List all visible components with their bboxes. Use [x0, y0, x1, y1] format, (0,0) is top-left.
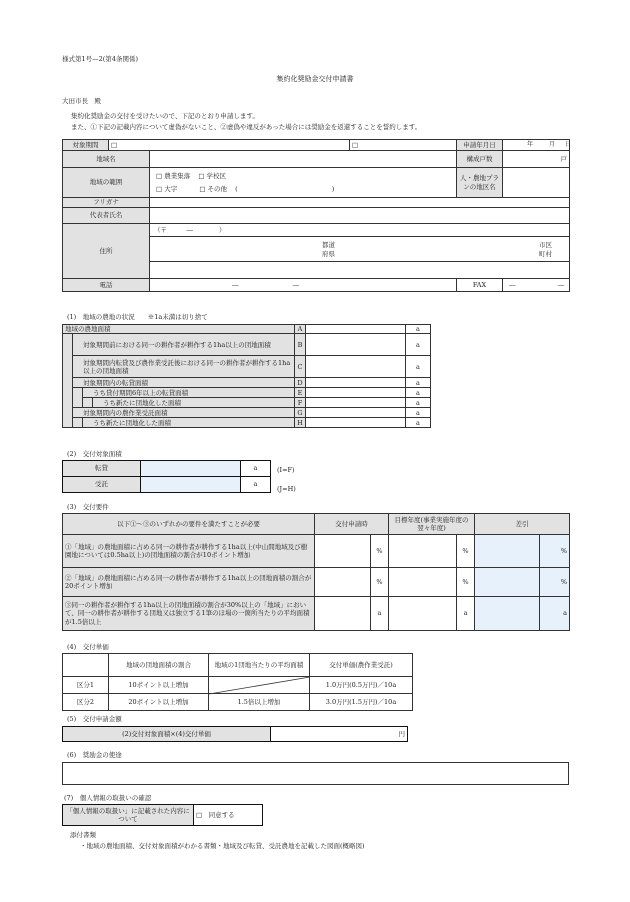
- scope-paren-close: ): [331, 184, 335, 193]
- prefecture-label-1: 都道: [322, 241, 335, 249]
- row-G-code: G: [295, 408, 306, 418]
- section-1-heading: (1) 地域の農地の状況 ※1a未満は切り捨て: [67, 313, 208, 321]
- furigana-field[interactable]: [150, 198, 570, 208]
- row-B-field[interactable]: [306, 334, 406, 356]
- section-3-heading: (3) 交付要件: [67, 503, 109, 511]
- privacy-agree-field[interactable]: [194, 805, 263, 826]
- req-2-target-unit: %: [457, 568, 475, 597]
- amount-field[interactable]: [271, 727, 408, 742]
- scope-option-shuraku: 農業集落: [164, 172, 191, 181]
- scope-checkbox-other[interactable]: □: [199, 184, 206, 193]
- amount-unit: 円: [398, 729, 405, 738]
- jutaku-unit: a: [241, 477, 271, 493]
- req-2-application-unit: %: [371, 568, 389, 597]
- usage-field[interactable]: [62, 762, 569, 785]
- plan-label: 人・農地プランの地区名: [457, 168, 503, 198]
- price-row-2-ratio: 20ポイント以上増加: [109, 694, 209, 711]
- scope-checkbox-ooaza[interactable]: □: [156, 184, 163, 193]
- row-G-label: 対象期間内の農作業受託面積: [73, 408, 295, 418]
- phone-dash-2: ―: [292, 280, 300, 289]
- city-label-1: 市区: [539, 241, 552, 249]
- tentai-label: 転貸: [63, 461, 141, 477]
- indent-cell-3: [83, 398, 93, 408]
- row-C-code: C: [295, 356, 306, 378]
- row-H-field[interactable]: [306, 418, 406, 428]
- households-field[interactable]: [503, 151, 570, 168]
- price-row-1-ratio: 10ポイント以上増加: [109, 677, 209, 694]
- req-3-application-unit: a: [371, 597, 389, 631]
- req-3-diff-unit: a: [540, 597, 570, 631]
- scope-paren-open: (: [235, 184, 238, 193]
- period-to-checkbox[interactable]: □: [352, 140, 359, 149]
- req-2-diff-unit: %: [540, 568, 570, 597]
- period-label: 対象期間: [63, 140, 109, 151]
- households-label: 構成戸数: [457, 151, 503, 168]
- fax-dash-2: ―: [557, 280, 565, 289]
- row-F-field[interactable]: [306, 398, 406, 408]
- amount-table: [62, 726, 408, 742]
- jutaku-field[interactable]: [141, 477, 241, 493]
- row-D-field[interactable]: [306, 378, 406, 388]
- row-A-code: A: [295, 325, 306, 334]
- req-2-diff-field[interactable]: [475, 568, 540, 597]
- req-header-target-year: 目標年度(事業実施年度の翌々年度): [389, 514, 475, 535]
- row-F-code: F: [295, 398, 306, 408]
- row-G-field[interactable]: [306, 408, 406, 418]
- amount-label: (2)交付対象面積×(4)交付単価: [63, 727, 271, 742]
- representative-label: 代表者氏名: [63, 208, 150, 224]
- row-H-unit: a: [406, 418, 431, 428]
- section-7-heading: (7) 個人情報の取扱いの確認: [64, 794, 152, 802]
- section-4-heading: (4) 交付単価: [67, 643, 109, 651]
- postal-code: （〒 ― ）: [154, 226, 226, 234]
- req-1-diff-field[interactable]: [475, 535, 540, 568]
- privacy-table: [62, 804, 263, 826]
- year-label: 年: [527, 141, 534, 149]
- date-label: 申請年月日: [457, 140, 503, 151]
- price-corner: [63, 654, 109, 677]
- row-C-label: 対象期間内転貸及び農作業受託後における同一の耕作者が耕作する1ha以上の団地面積: [73, 356, 295, 378]
- tentai-field[interactable]: [141, 461, 241, 477]
- furigana-label: フリガナ: [63, 198, 150, 208]
- plan-field[interactable]: [503, 168, 570, 198]
- row-H-code: H: [295, 418, 306, 428]
- price-row-2-average: 1.5倍以上増加: [209, 694, 310, 711]
- row-D-code: D: [295, 378, 306, 388]
- requirements-table: [62, 513, 570, 631]
- attachments-item: ・地域の農地面積、交付対象面積がわかる書類・地域及び転貸、受託農地を記載した図面(概略図): [80, 842, 365, 850]
- scope-option-ooaza: 大字: [164, 184, 178, 193]
- scope-checkbox-gakkouku[interactable]: □: [198, 172, 205, 181]
- phone-dash-1: ―: [232, 280, 239, 289]
- tentai-note: (I=F): [277, 466, 295, 474]
- row-E-unit: a: [406, 388, 431, 398]
- address-field[interactable]: [150, 224, 570, 279]
- req-1-application-field[interactable]: [315, 535, 371, 568]
- row-G-unit: a: [406, 408, 431, 418]
- diagonal-slash: [209, 677, 310, 694]
- req-3-target-field[interactable]: [389, 597, 457, 631]
- month-label: 月: [548, 141, 555, 149]
- farmland-table: [62, 324, 431, 428]
- req-3-application-field[interactable]: [315, 597, 371, 631]
- req-1-target-field[interactable]: [389, 535, 457, 568]
- households-unit: 戸: [560, 154, 567, 163]
- row-D-unit: a: [406, 378, 431, 388]
- city-label-2: 町村: [539, 250, 552, 258]
- tentai-unit: a: [241, 461, 271, 477]
- privacy-agree-checkbox[interactable]: □ 同意する: [196, 810, 235, 819]
- req-header-condition: 以下①～③のいずれかの要件を満たすことが必要: [63, 514, 315, 535]
- req-1-text: ①「地域」の農地面積に占める同一の耕作者が耕作する1ha以上(中山間地域及び樹園地については0.5ha以上)の団地面積の割合が10ポイント増加: [63, 535, 315, 568]
- jutaku-label: 受託: [63, 477, 141, 493]
- section-5-heading: (5) 交付申請金額: [67, 715, 122, 723]
- row-H-label: うち新たに団地化した面積: [83, 418, 295, 428]
- req-header-difference: 差引: [475, 514, 570, 535]
- scope-option-gakkouku: 学校区: [206, 172, 227, 181]
- prefecture-label-2: 府県: [322, 250, 335, 258]
- addressee: 大田市長 殿: [62, 97, 101, 105]
- req-1-target-unit: %: [457, 535, 475, 568]
- price-row-2-price: 3.0万円(1.5万円)／10a: [310, 694, 413, 711]
- row-B-unit: a: [406, 334, 431, 356]
- area-name-field[interactable]: [150, 151, 457, 168]
- unit-price-table: [62, 653, 413, 711]
- price-header-average: 地域の1団地当たりの平均面積: [209, 654, 310, 677]
- applicant-table: [62, 139, 570, 292]
- req-2-text: ②「地域」の農地面積に占める同一の耕作者が耕作する1ha以上の団地面積の割合が20ポイント増加: [63, 568, 315, 597]
- page-title: 集約化奨励金交付申請書: [276, 75, 354, 83]
- req-2-application-field[interactable]: [315, 568, 371, 597]
- scope-label: 地域の範囲: [63, 168, 150, 198]
- row-D-label: 対象期間内の転貸面積: [73, 378, 295, 388]
- phone-label: 電話: [63, 279, 150, 292]
- req-3-diff-field[interactable]: [475, 597, 540, 631]
- date-field[interactable]: [503, 140, 570, 151]
- form-number: 様式第1号—2(第4条関係): [62, 55, 138, 63]
- row-A-unit: a: [406, 325, 431, 334]
- phone-field[interactable]: [150, 279, 457, 292]
- price-row-1-average: [209, 677, 310, 694]
- day-label: 日: [564, 141, 571, 149]
- req-2-target-field[interactable]: [389, 568, 457, 597]
- row-B-code: B: [295, 334, 306, 356]
- req-3-text: ③同一の耕作者が耕作する1ha以上の団地面積の割合が30%以上の「地域」において、同一の耕作者が耕作する団地又は独立する1筆のほ場の一箇所当たりの平均面積が1.5倍以上: [63, 597, 315, 631]
- address-divider: [150, 236, 569, 237]
- privacy-label: 「個人情報の取扱い」に記載された内容について: [63, 805, 194, 826]
- price-header-price: 交付単価(農作業受託): [310, 654, 413, 677]
- price-row-1-price: 1.0万円(0.5万円)／10a: [310, 677, 413, 694]
- row-E-label: うち貸付期間6年以上の転貸面積: [83, 388, 295, 398]
- period-to-field[interactable]: [350, 140, 457, 151]
- scope-field[interactable]: [150, 168, 457, 198]
- row-A-label: 地域の農地面積: [63, 325, 295, 334]
- row-E-field[interactable]: [306, 388, 406, 398]
- price-row-1-class: 区分1: [63, 677, 109, 694]
- fax-field[interactable]: [503, 279, 570, 292]
- req-header-application: 交付申請時: [315, 514, 389, 535]
- representative-field[interactable]: [150, 208, 570, 224]
- area-name-label: 地域名: [63, 151, 150, 168]
- req-1-diff-unit: %: [540, 535, 570, 568]
- period-from-checkbox[interactable]: □: [111, 140, 118, 149]
- row-A-field[interactable]: [306, 325, 406, 334]
- address-label: 住所: [63, 224, 150, 279]
- indent-cell-2: [73, 388, 83, 408]
- fax-label: FAX: [457, 279, 503, 292]
- scope-option-other: その他: [207, 184, 228, 193]
- row-C-unit: a: [406, 356, 431, 378]
- jutaku-note: (J=H): [277, 485, 296, 493]
- section-2-heading: (2) 交付対象面積: [67, 450, 122, 458]
- row-F-label: うち新たに団地化した面積: [93, 398, 295, 408]
- intro-line-2: また、①下記の記載内容について虚偽がないこと、②虚偽や違反があった場合には奨励金を返還することを誓約します。: [71, 123, 422, 131]
- address-divider-2: [150, 261, 569, 262]
- indent-cell: [63, 334, 73, 428]
- attachments-label: 添付書類: [70, 831, 96, 839]
- target-area-table: [62, 460, 271, 493]
- intro-line-1: 集約化奨励金の交付を受けたいので、下記のとおり申請します。: [71, 112, 259, 120]
- indent-cell-4: [73, 418, 83, 428]
- price-header-ratio: 地域の団地面積の割合: [109, 654, 209, 677]
- req-1-application-unit: %: [371, 535, 389, 568]
- section-6-heading: (6) 奨励金の使途: [67, 751, 122, 759]
- price-row-2-class: 区分2: [63, 694, 109, 711]
- fax-dash-1: ―: [509, 280, 516, 289]
- scope-checkbox-shuraku[interactable]: □: [156, 172, 163, 181]
- row-E-code: E: [295, 388, 306, 398]
- row-C-field[interactable]: [306, 356, 406, 378]
- period-from-field[interactable]: [109, 140, 350, 151]
- row-F-unit: a: [406, 398, 431, 408]
- req-3-target-unit: a: [457, 597, 475, 631]
- row-B-label: 対象期間前における同一の耕作者が耕作する1ha以上の団地面積: [73, 334, 295, 356]
